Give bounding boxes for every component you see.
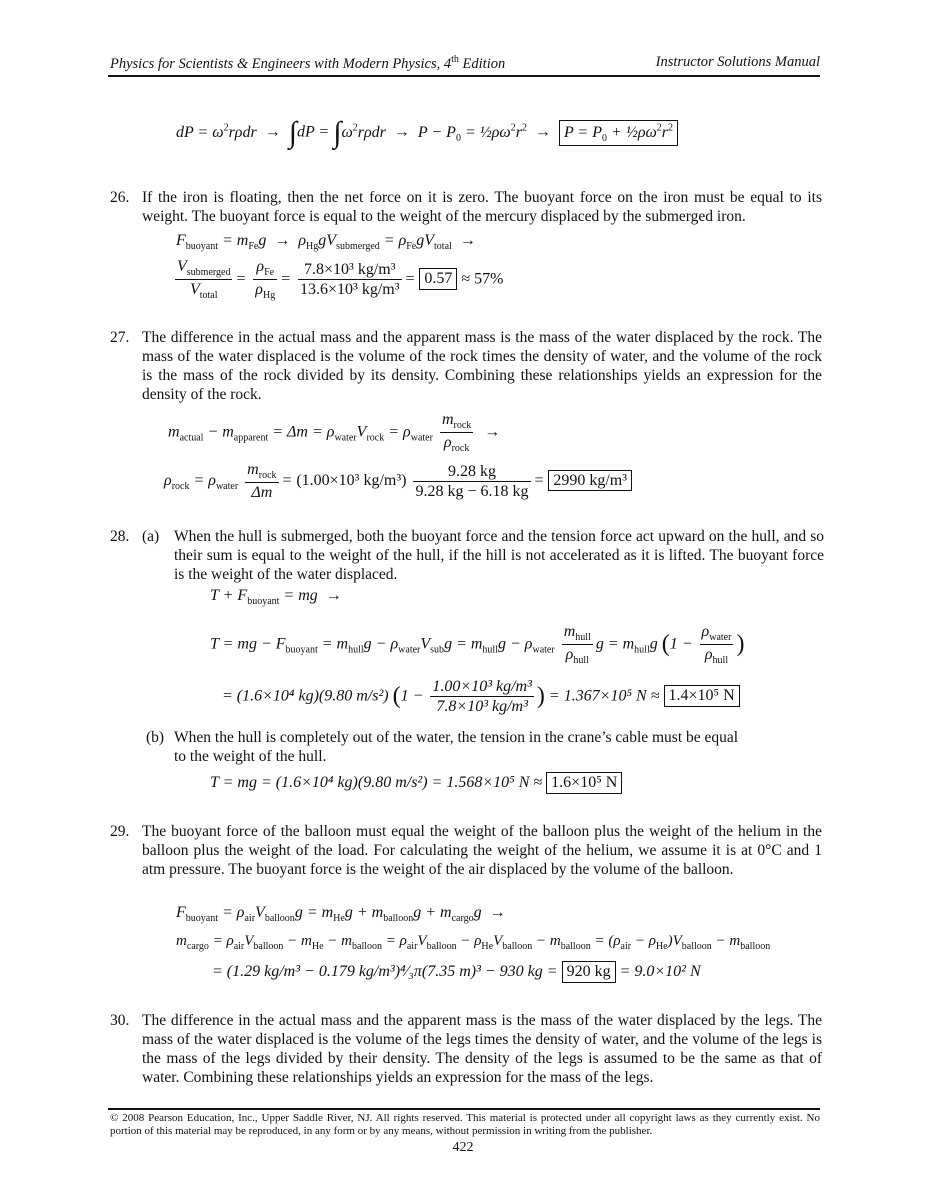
problem-28-part-b-text: When the hull is completely out of the water, the tension in the crane’s cable must be equal to the weight of the hull. (174, 729, 739, 765)
problem-28-part-b-label: (b) (146, 729, 165, 746)
problem-29-eq2: $m_{cargo} = \rho_{air}V_{balloon} - m_{He} - m_{balloon} = \rho_{air}V_{balloon} - \rho_{He}V_{balloon} - m_{balloon} = (\rho_{air} - \rho_{He})V_{balloon} - m_{balloon}$ (176, 933, 771, 952)
answer-box-28a: 1.4×10⁵ N (664, 685, 740, 707)
page-number: 422 (452, 1140, 474, 1155)
problem-text: The buoyant force of the balloon must equal the weight of the balloon plus the weight of the helium in the balloon plus the weight of the load. For calculating the weight of the helium, we assume it is at 0°C and 1 atm pressure. The buoyant force is the weight of the air displaced by the volume of the balloon. (142, 823, 822, 878)
footer-rule (108, 1108, 820, 1110)
problem-text: The difference in the actual mass and the apparent mass is the mass of the water displaced by the rock. The mass of the water displaced is the volume of the rock times the density of water, and the volume of the rock is the mass of the rock divided by its density. Combining these relationships yields an expression for the density of the rock. (142, 329, 822, 403)
answer-box-26: 0.57 (419, 268, 457, 290)
problem-27-eq1: $m_{actual} - m_{apparent} = \Delta m = \rho_{water}V_{rock} = \rho_{water}$ $\frac{m_{rock}}{\rho_{rock}}$ → (168, 411, 501, 455)
answer-box-28b: 1.6×10⁵ N (546, 772, 622, 794)
problem-26-eq2: $\frac{V_{submerged}}{V_{total}}$ = $\frac{\rho_{Fe}}{\rho_{Hg}}$ = $\frac{\text{7.8×10³ kg/m³}}{\text{13.6×10³ kg/m³}}$ = 0.57 ≈ 57% (177, 258, 504, 302)
problem-28-eq-a3: = (1.6×10⁴ kg)(9.80 m/s²) (1 − $\frac{\text{1.00×10³ kg/m³}}{\text{7.8×10³ kg/m³}}$ ) = 1.367×10⁵ N ≈ 1.4×10⁵ N (222, 677, 740, 716)
problem-28-eq-b: T = mg = (1.6×10⁴ kg)(9.80 m/s²) = 1.568×10⁵ N ≈ 1.6×10⁵ N (210, 772, 622, 794)
problem-28-part-a-label: (a) (142, 528, 160, 545)
problem-28-eq-a2: T = mg − $F_{buoyant} = m_{hull}g - \rho_{water}V_{sub}g = m_{hull}g - \rho_{water}$ $\frac{m_{hull}}{\rho_{hull}}$ $g = m_{hull}g$ (1 − $\frac{\rho_{water}}{\rho_{hull}}$ ) (210, 623, 745, 667)
problem-29-eq3: = (1.29 kg/m³ − 0.179 kg/m³)⁴⁄₃π(7.35 m)³ − 930 kg = 920 kg = 9.0×10² N (212, 961, 701, 983)
problem-27-eq2: $\rho_{rock} = \rho_{water}$ $\frac{m_{rock}}{\Delta m}$ = (1.00×10³ kg/m³) $\frac{9.28 kg}{9.28 kg - 6.18 kg}$ = 2990 kg/m³ (164, 460, 632, 502)
problem-26 (110, 188, 822, 226)
problem-text: The difference in the actual mass and the apparent mass is the mass of the water displaced by the legs. The mass of the water displaced is the volume of the legs times the density of water, and the volume of the legs is the mass of the legs divided by their density. The density of the legs is assumed to be the same as that of water. Combining these relationships yields an expression for the mass of the legs. (142, 1012, 822, 1086)
problem-28-eq-a1: $T + F_{buoyant}$ = mg → (210, 587, 342, 608)
problem-number: 26. (110, 189, 130, 206)
problem-28-part-a-text: When the hull is submerged, both the buoyant force and the tension force act upward on the hull, and so their sum is equal to the weight of the hull, if the hill is not accelerated as it is lifted. The buoyant force is the weight of the water displaced. (174, 528, 824, 583)
problem-27 (110, 328, 822, 404)
header-rule (108, 75, 820, 77)
answer-box-27: 2990 kg/m³ (548, 470, 632, 492)
running-header-manual: Instructor Solutions Manual (655, 54, 820, 70)
answer-box-top: $P = P_0$ + $\frac{1}{2}\rho\omega^2r^2$ (559, 120, 678, 146)
top-equation: dP = $\omega^2r\rho dr \to \int dP = \int\omega^2r\rho dr \to P - P_0$ = $\frac{1}{2}\rho\omega^2r^2 \to P = P_0$ + $\frac{1}{2}\rho\omega^2r^2$ (176, 116, 678, 150)
problem-26-eq1: $F_{buoyant} = m_{Fe}g \to \rho_{Hg}gV_{submerged} = \rho_{Fe}gV_{total}$ → (176, 232, 476, 253)
problem-number: 30. (110, 1012, 130, 1029)
problem-30 (110, 1011, 822, 1087)
problem-text: If the iron is floating, then the net force on it is zero. The buoyant force on the iron must be equal to its weight. The buoyant force is equal to the weight of the mercury displaced by the submerged iron. (142, 189, 822, 225)
problem-29-eq1: $F_{buoyant} = \rho_{air}V_{balloon}g = m_{He}g + m_{balloon}g + m_{cargo}g$ → (176, 904, 506, 925)
running-header-title: Physics for Scientists & Engineers with Modern Physics, 4th Edition (110, 54, 506, 72)
copyright-notice: © 2008 Pearson Education, Inc., Upper Saddle River, NJ. All rights reserved. This material is protected under all copyright laws as they currently exist. No portion of this material may be reproduced, in any form or by any means, without permission in writing from the publisher. (110, 1112, 820, 1137)
problem-number: 27. (110, 329, 130, 346)
answer-box-29: 920 kg (562, 961, 616, 983)
problem-29 (110, 822, 822, 879)
problem-number: 28. (110, 528, 130, 545)
problem-number: 29. (110, 823, 130, 840)
